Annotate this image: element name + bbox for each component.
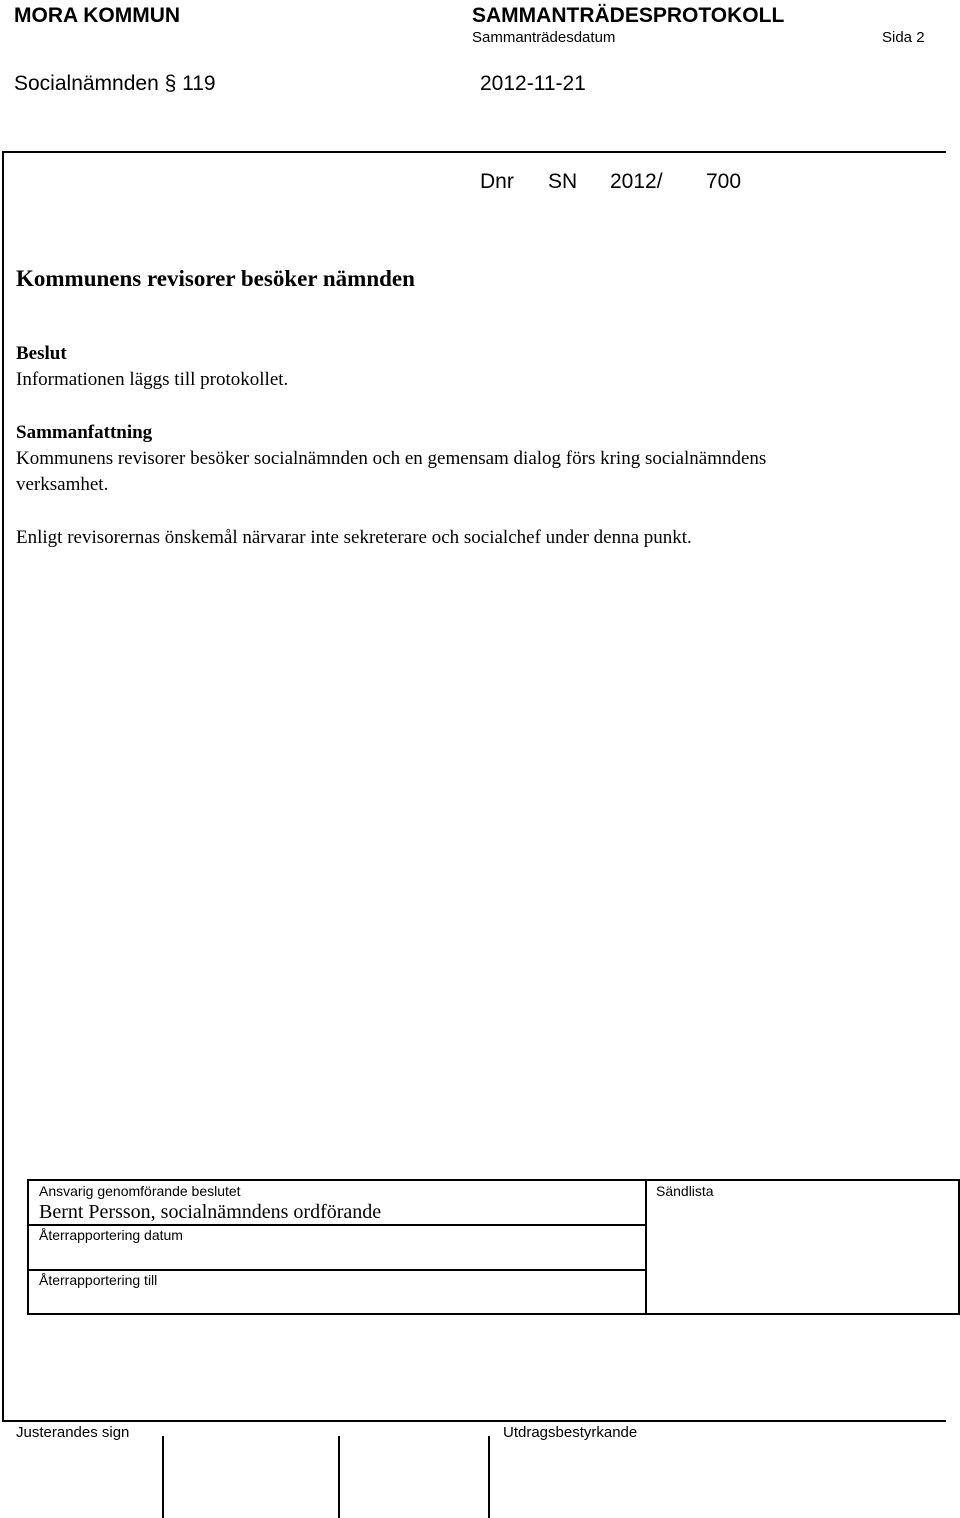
signature-field-divider [162,1436,164,1518]
reference-prefix: Dnr [480,170,514,193]
body-section: Socialnämnden § 119 [14,72,216,95]
signature-field-divider [488,1436,490,1518]
decision-heading: Beslut [16,343,67,364]
summary-text-line-1: Kommunens revisorer besöker socialnämnden och en gemensam dialog förs kring socialnämndens [16,448,767,469]
frame-left-rule [2,151,4,1421]
document-type: SAMMANTRÄDESPROTOKOLL [472,4,785,27]
meeting-date: 2012-11-21 [480,72,586,95]
certification-label: Utdragsbestyrkande [503,1424,638,1441]
organization-name: MORA KOMMUN [14,4,181,27]
box-divider [645,1181,647,1313]
decision-text: Informationen läggs till protokollet. [16,369,289,390]
responsible-label: Ansvarig genomförande beslutet [39,1183,241,1199]
report-to-label: Återrapportering till [39,1272,158,1288]
signature-label: Justerandes sign [16,1424,130,1441]
item-title: Kommunens revisorer besöker nämnden [16,266,415,291]
reference-year: 2012/ [610,170,663,193]
box-row-divider [29,1224,645,1226]
responsibility-box [27,1179,960,1315]
footer-rule [2,1420,946,1422]
page-number: Sida 2 [882,29,925,46]
meeting-date-label: Sammanträdesdatum [472,29,616,46]
attendance-note: Enligt revisorernas önskemål närvarar inte sekreterare och socialchef under denna punkt. [16,527,692,548]
summary-heading: Sammanfattning [16,422,153,443]
responsible-value: Bernt Persson, socialnämndens ordförande [39,1201,382,1223]
signature-field-divider [338,1436,340,1518]
box-row-divider [29,1269,645,1271]
reference-series: SN [548,170,578,193]
report-date-label: Återrapportering datum [39,1227,183,1243]
summary-text-line-2: verksamhet. [16,474,109,495]
frame-top-rule [2,151,946,153]
distribution-label: Sändlista [656,1183,714,1199]
reference-number: 700 [706,170,742,193]
